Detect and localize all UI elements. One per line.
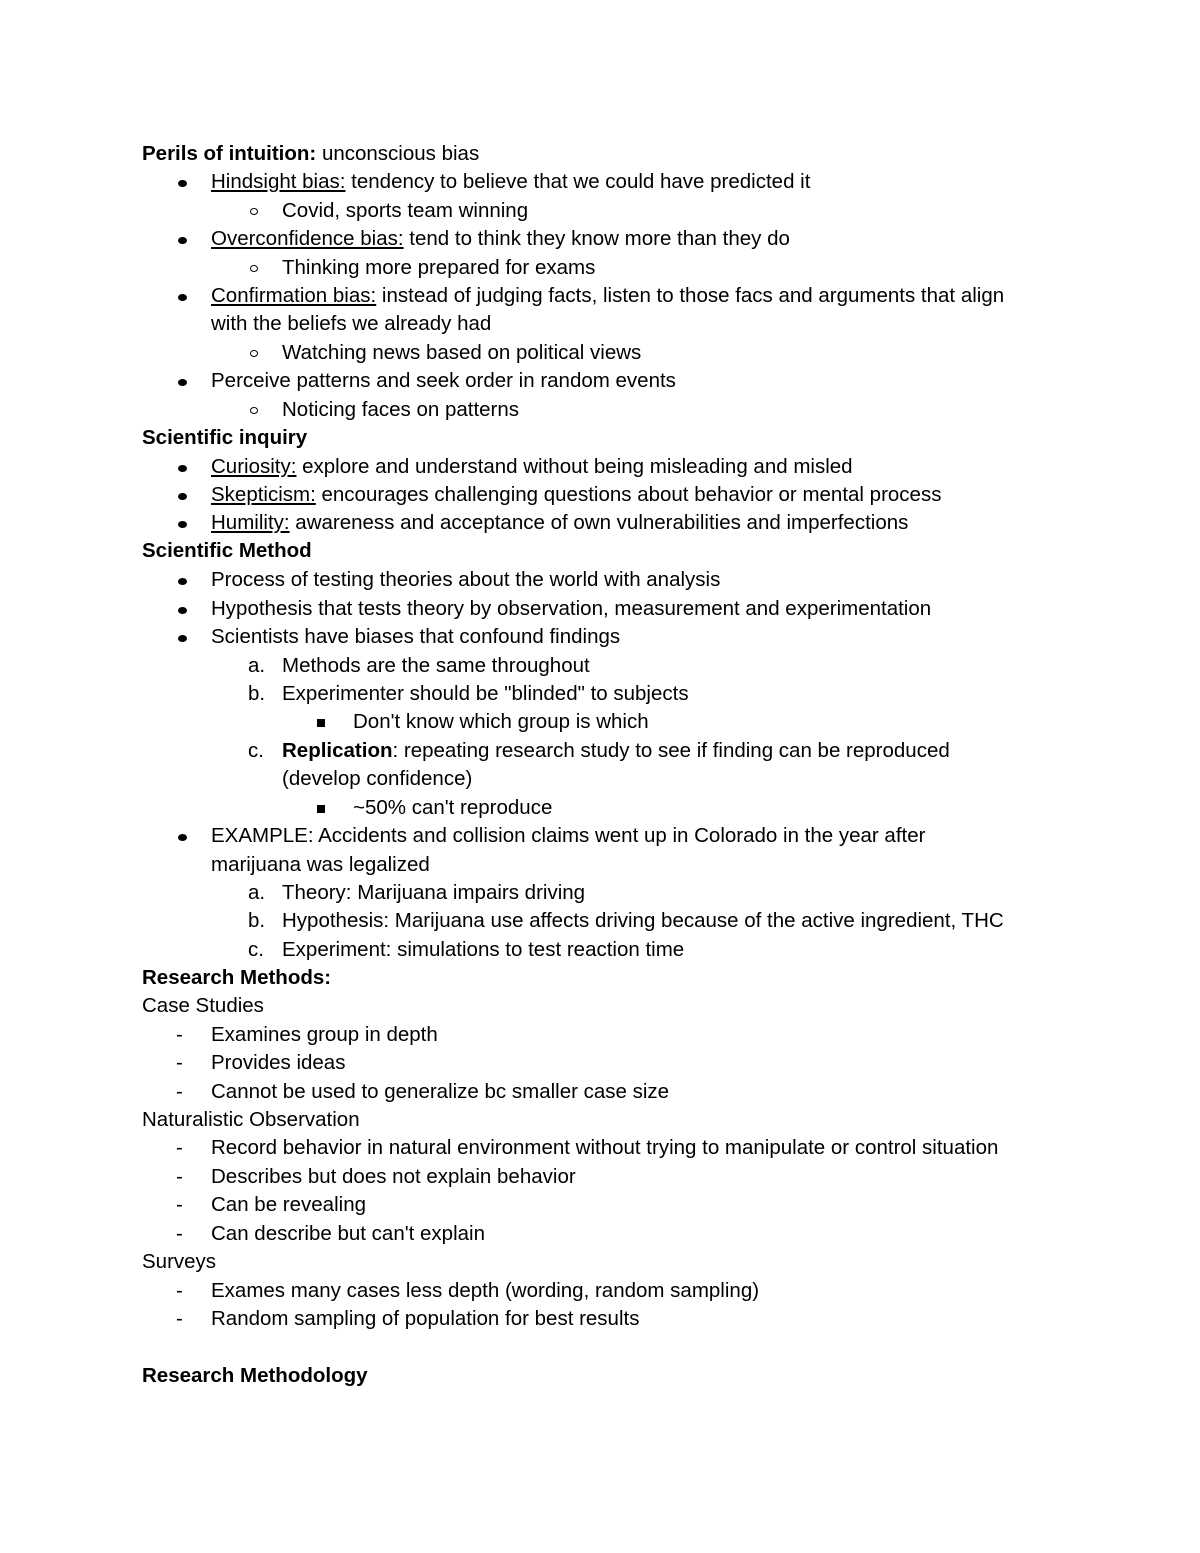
bullet-circle-icon [250, 350, 258, 357]
list-marker-a: a. [248, 881, 266, 904]
overconfidence-term: Overconfidence bias: [211, 227, 404, 250]
method-sub-c-line-2: (develop confidence) [282, 767, 473, 790]
bullet-square-icon [317, 719, 325, 727]
case-item-3: Cannot be used to generalize bc smaller case size [211, 1080, 670, 1103]
confirmation-text: instead of judging facts, listen to those facs and arguments that align [376, 284, 1005, 307]
bullet-dot-icon [178, 578, 187, 585]
patterns-line: Perceive patterns and seek order in random events [211, 369, 676, 392]
bullet-circle-icon [250, 407, 258, 414]
method-sub-b: Experimenter should be "blinded" to subjects [282, 682, 689, 705]
replication-term: Replication [282, 739, 393, 762]
skepticism-text: encourages challenging questions about behavior or mental process [315, 483, 942, 506]
case-item-2: Provides ideas [211, 1051, 346, 1074]
research-heading: Research Methods: [142, 966, 332, 989]
case-studies-heading: Case Studies [142, 994, 264, 1017]
surveys-heading: Surveys [142, 1250, 217, 1273]
hindsight-term: Hindsight bias: [211, 170, 346, 193]
dash-marker: - [176, 1307, 183, 1330]
overconfidence-text: tend to think they know more than they do [403, 227, 790, 250]
list-marker-c: c. [248, 938, 264, 961]
dash-marker: - [176, 1136, 183, 1159]
bullet-dot-icon [178, 465, 187, 472]
nat-item-4: Can describe but can't explain [211, 1222, 485, 1245]
bullet-circle-icon [250, 265, 258, 272]
confirmation-term: Confirmation bias: [211, 284, 377, 307]
dash-marker: - [176, 1222, 183, 1245]
example-line-2: marijuana was legalized [211, 853, 430, 876]
perils-heading-rest: unconscious bias [316, 142, 480, 165]
skepticism-term: Skepticism: [211, 483, 316, 506]
method-item-3: Scientists have biases that confound findings [211, 625, 621, 648]
method-sub-c [282, 737, 950, 765]
bullet-square-icon [317, 805, 325, 813]
confirmation-line [211, 282, 1004, 310]
dash-marker: - [176, 1080, 183, 1103]
method-item-2: Hypothesis that tests theory by observation, measurement and experimentation [211, 597, 932, 620]
dash-marker: - [176, 1023, 183, 1046]
overconfidence-line [211, 225, 790, 253]
method-sub-b-example: Don't know which group is which [353, 710, 649, 733]
dash-marker: - [176, 1165, 183, 1188]
method-sub-c-example: ~50% can't reproduce [353, 796, 553, 819]
curiosity-text: explore and understand without being misleading and misled [296, 455, 853, 478]
bullet-dot-icon [178, 521, 187, 528]
bullet-dot-icon [178, 493, 187, 500]
example-line: EXAMPLE: Accidents and collision claims went up in Colorado in the year after [211, 824, 926, 847]
patterns-example: Noticing faces on patterns [282, 398, 520, 421]
list-marker-b: b. [248, 909, 266, 932]
method-sub-a: Methods are the same throughout [282, 654, 590, 677]
skepticism-line [211, 481, 941, 509]
naturalistic-heading: Naturalistic Observation [142, 1108, 360, 1131]
bullet-dot-icon [178, 180, 187, 187]
bullet-dot-icon [178, 294, 187, 301]
bullet-dot-icon [178, 834, 187, 841]
dash-marker: - [176, 1051, 183, 1074]
nat-item-1: Record behavior in natural environment without trying to manipulate or control situation [211, 1136, 999, 1159]
list-marker-c: c. [248, 739, 264, 762]
case-item-1: Examines group in depth [211, 1023, 438, 1046]
hindsight-line [211, 168, 810, 196]
example-experiment: Experiment: simulations to test reaction time [282, 938, 685, 961]
overconfidence-example: Thinking more prepared for exams [282, 256, 596, 279]
replication-text: : repeating research study to see if finding can be reproduced [392, 739, 950, 762]
inquiry-heading: Scientific inquiry [142, 426, 308, 449]
bullet-dot-icon [178, 635, 187, 642]
dash-marker: - [176, 1193, 183, 1216]
humility-term: Humility: [211, 511, 290, 534]
survey-item-2: Random sampling of population for best results [211, 1307, 640, 1330]
curiosity-line [211, 453, 853, 481]
example-hypothesis: Hypothesis: Marijuana use affects driving because of the active ingredient, THC [282, 909, 1004, 932]
hindsight-text: tendency to believe that we could have predicted it [345, 170, 811, 193]
curiosity-term: Curiosity: [211, 455, 297, 478]
list-marker-a: a. [248, 654, 266, 677]
hindsight-example: Covid, sports team winning [282, 199, 529, 222]
humility-line [211, 509, 908, 537]
dash-marker: - [176, 1279, 183, 1302]
methodology-heading: Research Methodology [142, 1364, 368, 1387]
perils-heading: Perils of intuition: [142, 142, 317, 165]
nat-item-3: Can be revealing [211, 1193, 366, 1216]
example-theory: Theory: Marijuana impairs driving [282, 881, 586, 904]
confirmation-example: Watching news based on political views [282, 341, 642, 364]
bullet-dot-icon [178, 237, 187, 244]
bullet-dot-icon [178, 379, 187, 386]
method-item-1: Process of testing theories about the world with analysis [211, 568, 721, 591]
method-heading: Scientific Method [142, 539, 312, 562]
list-marker-b: b. [248, 682, 266, 705]
humility-text: awareness and acceptance of own vulnerabilities and imperfections [289, 511, 909, 534]
nat-item-2: Describes but does not explain behavior [211, 1165, 576, 1188]
perils-heading-line [142, 140, 479, 168]
survey-item-1: Exames many cases less depth (wording, random sampling) [211, 1279, 760, 1302]
bullet-circle-icon [250, 208, 258, 215]
bullet-dot-icon [178, 607, 187, 614]
confirmation-line-2: with the beliefs we already had [211, 312, 492, 335]
